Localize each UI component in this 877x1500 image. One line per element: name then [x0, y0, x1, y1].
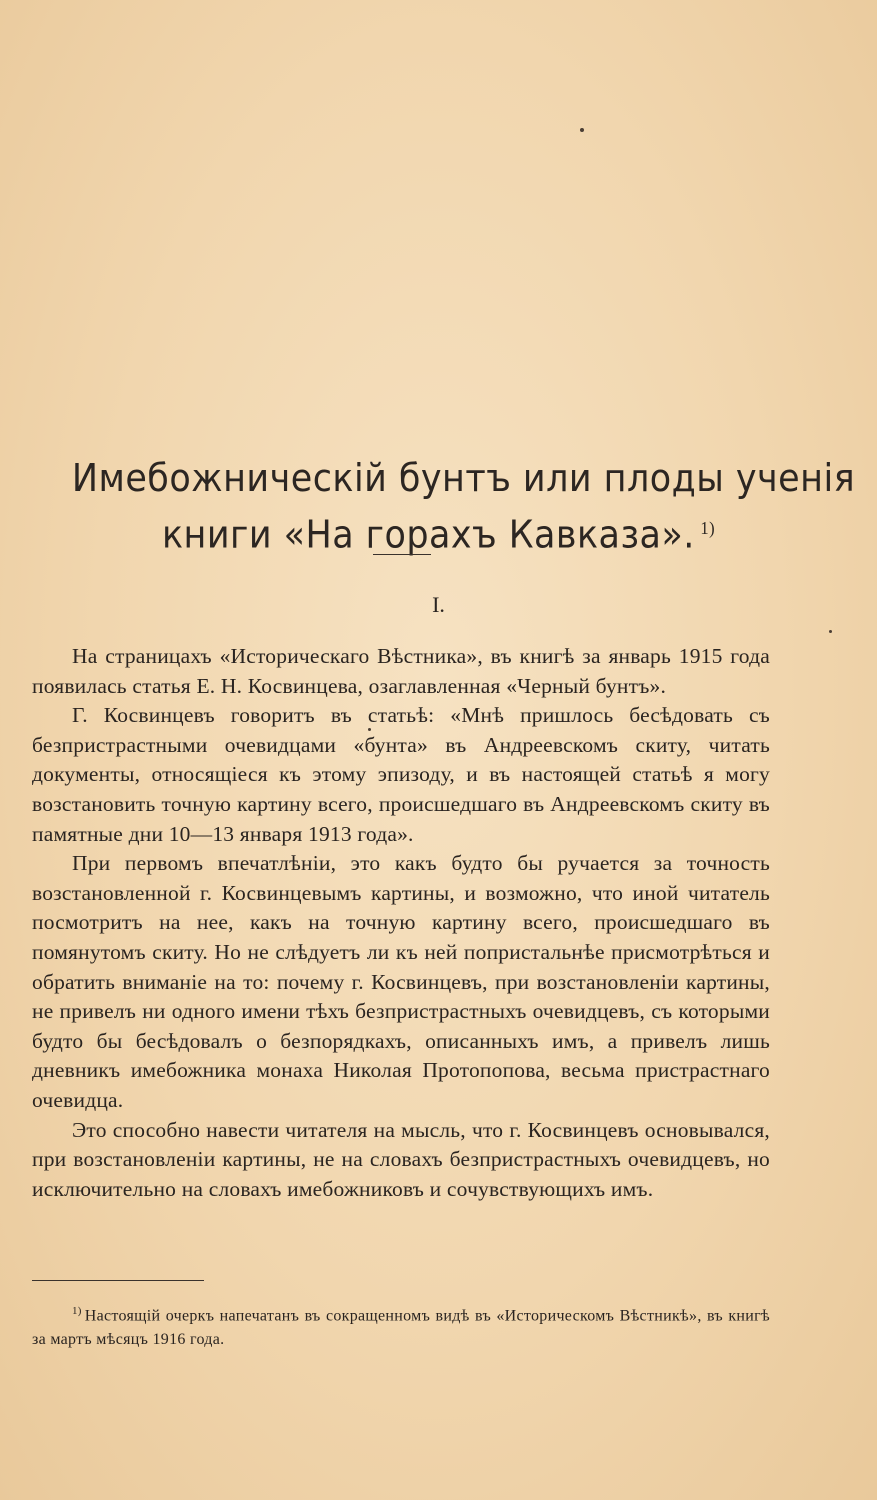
title-divider [373, 554, 431, 555]
footnote-text: Настоящій очеркъ напечатанъ въ сокращенномъ видѣ въ «Историческомъ Вѣстникѣ», въ книгѣ за мартъ мѣсяцъ 1916 года. [32, 1307, 770, 1349]
chapter-title-line-2 [72, 503, 805, 560]
footnote-marker: 1) [72, 1305, 82, 1317]
chapter-title-line-1: Имебожническій бунтъ или плоды ученія [71, 456, 856, 501]
paragraph-3: При первомъ впечатлѣніи, это какъ будто бы ручается за точность возстановленной г. Косвинцевымъ картины, и возможно, что иной читатель посмотритъ на нее, какъ на точную картину всего, происшедшаго въ помянутомъ скиту. Но не слѣдуетъ ли къ ней попристальнѣе присмотрѣться и обратить вниманіе на то: почему г. Косвинцевъ, при возстановленіи картины, не привелъ ни одного имени тѣхъ безпристрастныхъ очевидцевъ, съ которыми будто бы бесѣдовалъ о безпорядкахъ, описанныхъ имъ, а привелъ лишь дневникъ имебожника монаха Николая Протопопова, весьма пристрастнаго очевидца. [32, 851, 770, 1112]
paragraph-1: На страницахъ «Историческаго Вѣстника», въ книгѣ за январь 1915 года появилась статья Е. Н. Косвинцева, озаглавленная «Черный бунтъ». [32, 644, 770, 698]
paper-speck [829, 630, 832, 633]
paper-speck [580, 128, 584, 132]
footnote-divider [32, 1280, 204, 1281]
footnote [32, 1299, 770, 1352]
section-number: I. [432, 592, 445, 617]
paragraph-4: Это способно навести читателя на мысль, что г. Косвинцевъ основывался, при возстановленіи картины, не на словахъ безпристрастныхъ очевидцевъ, но исключительно на словахъ имебожниковъ и сочувствующихъ имъ. [32, 1117, 770, 1201]
body-text [32, 642, 770, 1204]
chapter-title-line-2-text: книги «На горахъ Кавказа». [161, 513, 695, 558]
paragraph-2: Г. Косвинцевъ говоритъ въ статьѣ: «Мнѣ пришлось бесѣдовать съ безпристрастными очевидцами «бунта» въ Андреевскомъ скиту, читать документы, относящіеся къ этому эпизоду, и въ настоящей статьѣ я могу возстановить точную картину всего, происшедшаго въ Андреевскомъ скиту въ памятные дни 10—13 января 1913 года». [32, 703, 770, 846]
title-footnote-marker: 1) [700, 518, 716, 539]
chapter-title [71, 453, 856, 560]
